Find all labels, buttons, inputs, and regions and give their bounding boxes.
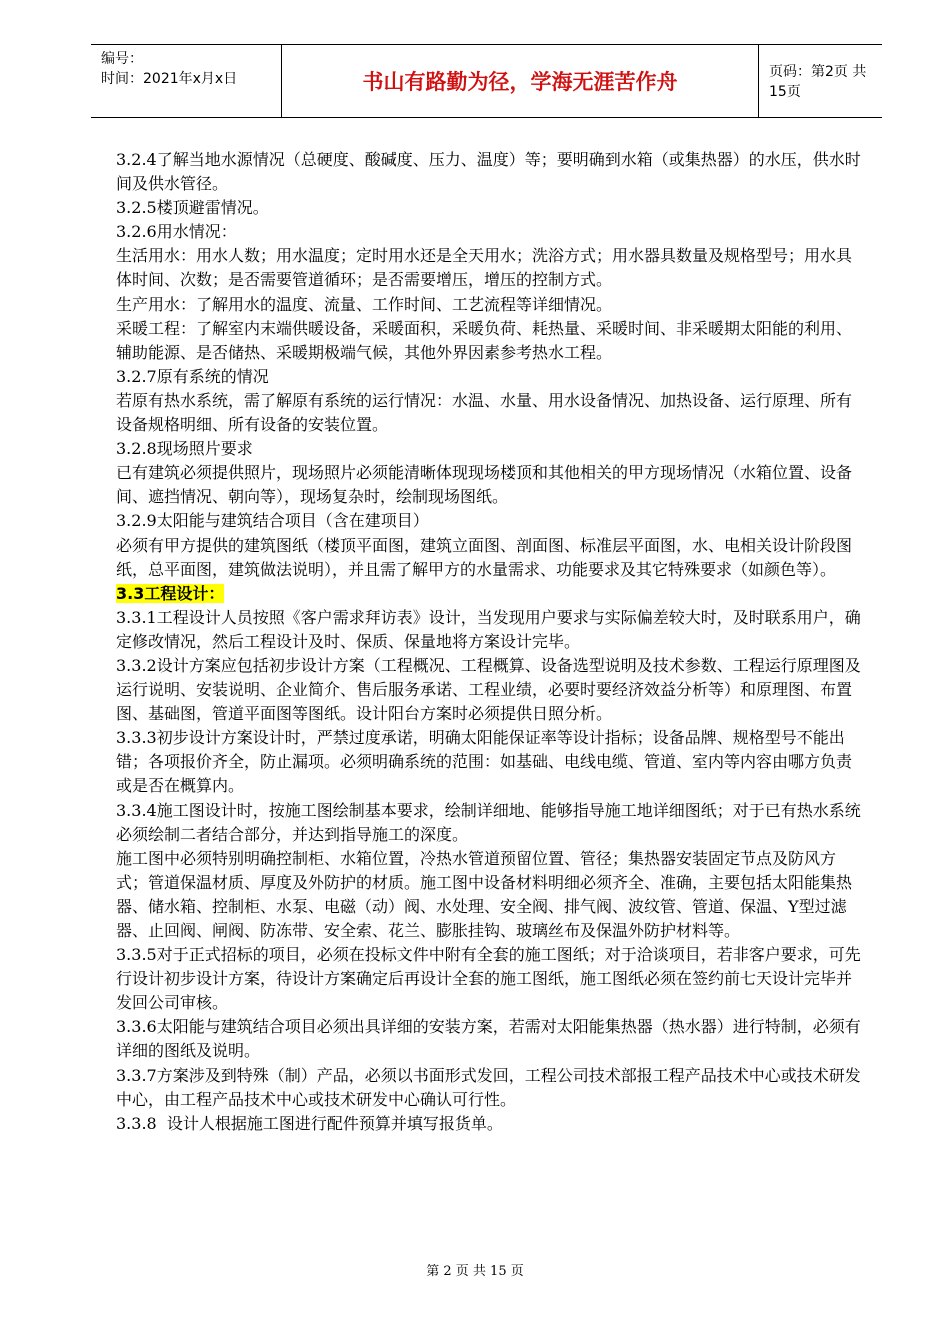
- paragraph: 3.3.2设计方案应包括初步设计方案（工程概况、工程概算、设备选型说明及技术参数、工程运行原理图及运行说明、安装说明、企业简介、售后服务承诺、工程业绩，必要时要经济效益分析等）和原理图、布置图、基础图，管道平面图等图纸。设计阳台方案时必须提供日照分析。: [116, 655, 861, 724]
- paragraph: 3.2.5楼顶避雷情况。: [116, 198, 269, 218]
- paragraph: 3.2.6用水情况：: [116, 222, 237, 242]
- section-heading-row: [116, 582, 866, 606]
- document-body: [116, 148, 866, 1136]
- paragraph: 3.3.3初步设计方案设计时，严禁过度承诺，明确太阳能保证率等设计指标；设备品牌、规格型号不能出错；各项报价齐全，防止漏项。必须明确系统的范围：如基础、电线电缆、管道、室内等内容由哪方负责或是否在概算内。: [116, 728, 853, 796]
- paragraph: 3.3.7方案涉及到特殊（制）产品，必须以书面形式发回，工程公司技术部报工程产品技术中心或技术研发中心，由工程产品技术中心或技术研发中心确认可行性。: [116, 1065, 861, 1109]
- section-heading: 3.3工程设计：: [116, 583, 225, 603]
- document-time: 时间：2021年x月x日: [101, 71, 238, 87]
- paragraph: 已有建筑必须提供照片，现场照片必须能清晰体现现场楼顶和其他相关的甲方现场情况（水箱位置、设备间、遮挡情况、朝向等），现场复杂时，绘制现场图纸。: [116, 463, 853, 507]
- paragraph: 必须有甲方提供的建筑图纸（楼顶平面图，建筑立面图、剖面图、标准层平面图，水、电相关设计阶段图纸，总平面图，建筑做法说明），并且需了解甲方的水量需求、功能要求及其它特殊要求（如颜色等）。: [116, 535, 853, 579]
- paragraph: 生活用水：用水人数；用水温度；定时用水还是全天用水；洗浴方式；用水器具数量及规格型号；用水具体时间、次数；是否需要管道循环；是否需要增压，增压的控制方式。: [116, 246, 853, 290]
- paragraph: 3.2.9太阳能与建筑结合项目（含在建项目）: [116, 511, 429, 531]
- paragraph: 3.3.4施工图设计时，按施工图绘制基本要求，绘制详细地、能够指导施工地详细图纸；对于已有热水系统必须绘制二者结合部分，并达到指导施工的深度。: [116, 800, 861, 844]
- header-left-cell: [91, 45, 281, 117]
- page-footer: 第 2 页 共 15 页: [426, 1264, 524, 1279]
- header-page-info: 页码：第2页 共15页: [769, 64, 867, 100]
- header-motto: 书山有路勤为径，学海无涯苦作舟: [281, 45, 759, 117]
- paragraph: 3.3.5对于正式招标的项目，必须在投标文件中附有全套的施工图纸；对于洽谈项目，若非客户要求，可先行设计初步设计方案，待设计方案确定后再设计全套的施工图纸，施工图纸必须在签约前七天设计完毕并发回公司审核。: [116, 945, 861, 1013]
- paragraph: 生产用水：了解用水的温度、流量、工作时间、工艺流程等详细情况。: [116, 294, 613, 314]
- document-number-label: 编号：: [101, 51, 143, 67]
- paragraph: 3.3.8 设计人根据施工图进行配件预算并填写报货单。: [116, 1113, 503, 1133]
- paragraph: 3.2.7原有系统的情况: [116, 366, 269, 386]
- paragraph: 若原有热水系统，需了解原有系统的运行情况：水温、水量、用水设备情况、加热设备、运行原理、所有设备规格明细、所有设备的安装位置。: [116, 390, 853, 435]
- page-header: [91, 44, 882, 118]
- paragraph: 3.3.6太阳能与建筑结合项目必须出具详细的安装方案，若需对太阳能集热器（热水器）进行特制，必须有详细的图纸及说明。: [116, 1017, 861, 1061]
- paragraph: 施工图中必须特别明确控制柜、水箱位置，冷热水管道预留位置、管径；集热器安装固定节点及防风方式；管道保温材质、厚度及外防护的材质。施工图中设备材料明细必须齐全、准确，主要包括太阳能集热器、储水箱、控制柜、水泵、电磁（动）阀、水处理、安全阀、排气阀、波纹管、管道、保温、Y型过滤器、止回阀、闸阀、防冻带、安全索、花兰、膨胀挂钩、玻璃丝布及保温外防护材料等。: [116, 848, 853, 940]
- paragraph: 采暖工程：了解室内末端供暖设备，采暖面积，采暖负荷、耗热量、采暖时间、非采暖期太阳能的利用、辅助能源、是否储热、采暖期极端气候，其他外界因素参考热水工程。: [116, 318, 853, 362]
- paragraph: 3.3.1工程设计人员按照《客户需求拜访表》设计，当发现用户要求与实际偏差较大时，及时联系用户，确定修改情况，然后工程设计及时、保质、保量地将方案设计完毕。: [116, 607, 861, 651]
- paragraph: 3.2.4了解当地水源情况（总硬度、酸碱度、压力、温度）等；要明确到水箱（或集热器）的水压，供水时间及供水管径。: [116, 150, 861, 194]
- paragraph: 3.2.8现场照片要求: [116, 439, 253, 459]
